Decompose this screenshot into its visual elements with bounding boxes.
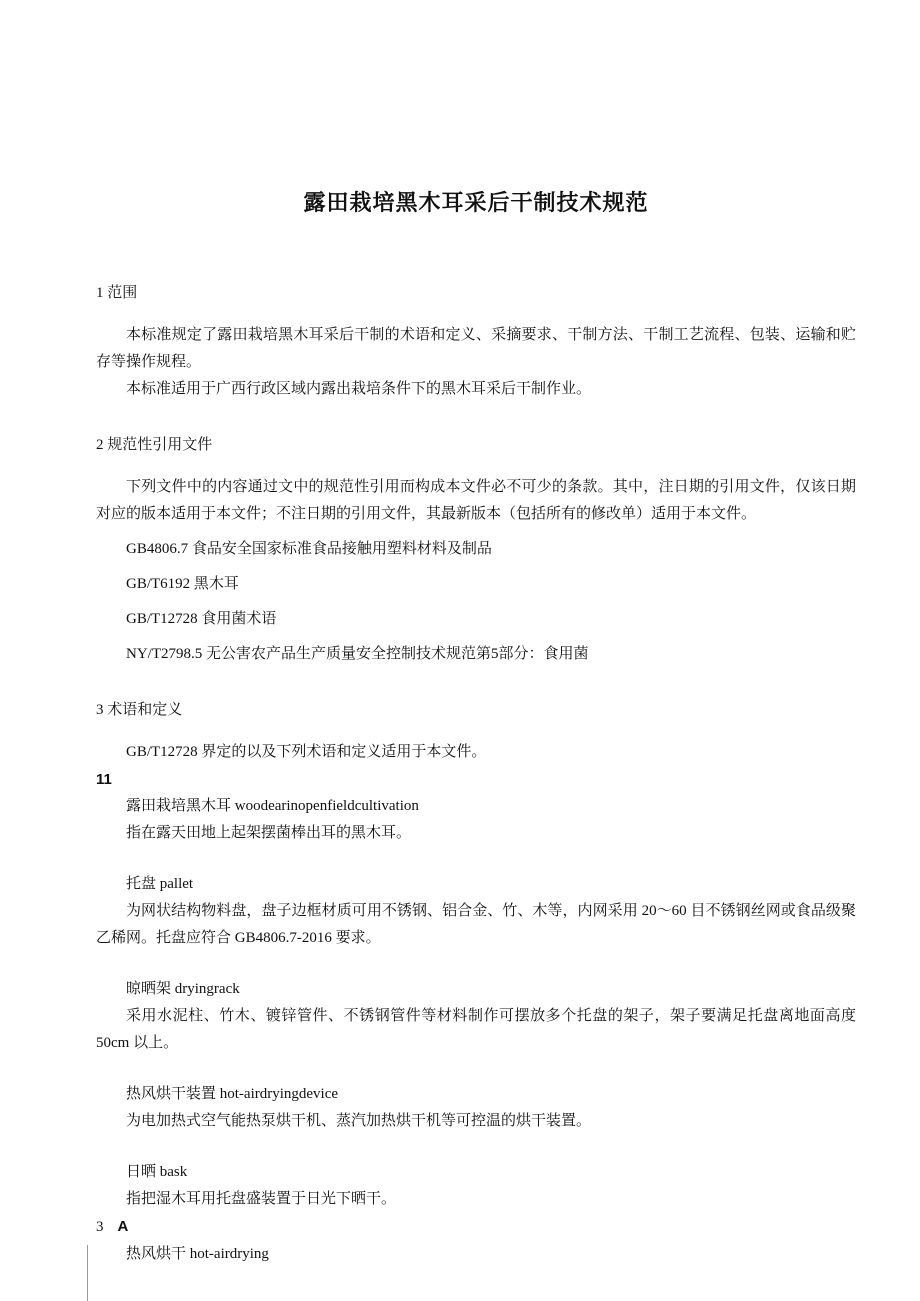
term-name: 露田栽培黑木耳 woodearinopenfieldcultivation <box>126 798 419 814</box>
clause-marker: 11 <box>96 771 112 788</box>
section-2-heading: 2 规范性引用文件 <box>96 437 213 453</box>
term-definition: 采用水泥柱、竹木、镀锌管件、不锈钢管件等材料制作可摆放多个托盘的架子，架子要满足托盘离地面高度 50cm 以上。 <box>96 1008 856 1051</box>
section-3-heading: 3 术语和定义 <box>96 702 183 718</box>
reference-item: GB/T12728 食用菌术语 <box>126 611 277 627</box>
term-definition: 为网状结构物料盘，盘子边框材质可用不锈钢、铝合金、竹、木等，内网采用 20～60 目不锈钢丝网或食品级聚乙稀网。托盘应符合 GB4806.7-2016 要求。 <box>96 903 856 946</box>
clause-footer-number: 3 <box>96 1219 104 1235</box>
term-entry <box>96 976 856 1057</box>
term-entry <box>96 871 856 952</box>
term-name: 晾晒架 dryingrack <box>126 981 240 997</box>
term-entry <box>96 1159 856 1213</box>
term-entry <box>96 1081 856 1135</box>
normative-references-intro: 下列文件中的内容通过文中的规范性引用而构成本文件必不可少的条款。其中，注日期的引用文件，仅该日期对应的版本适用于本文件；不注日期的引用文件，其最新版本（包括所有的修改单）适用于本文件。 <box>96 479 856 522</box>
clause-footer-line <box>96 1213 856 1241</box>
term-definition: 为电加热式空气能热泵烘干机、蒸汽加热烘干机等可控温的烘干装置。 <box>126 1113 592 1129</box>
term-name: 热风烘干装置 hot-airdryingdevice <box>126 1086 339 1102</box>
reference-item: GB4806.7 食品安全国家标准食品接触用塑料材料及制品 <box>126 541 492 557</box>
term-name: 日晒 bask <box>126 1164 188 1180</box>
scope-paragraph-2: 本标准适用于广西行政区域内露出栽培条件下的黑木耳采后干制作业。 <box>126 381 592 397</box>
terms-intro: GB/T12728 界定的以及下列术语和定义适用于本文件。 <box>126 744 487 760</box>
normative-references-list <box>96 536 856 668</box>
term-name-last: 热风烘干 hot-airdrying <box>126 1246 269 1262</box>
reference-item: GB/T6192 黑木耳 <box>126 576 239 592</box>
document-title: 露田栽培黑木耳采后干制技术规范 <box>303 190 649 215</box>
term-definition: 指在露天田地上起架摆菌棒出耳的黑木耳。 <box>126 825 412 841</box>
scope-paragraph-1: 本标准规定了露田栽培黑木耳采后干制的术语和定义、采摘要求、干制方法、干制工艺流程、包装、运输和贮存等操作规程。 <box>96 327 856 370</box>
clause-footer-letter: A <box>117 1218 129 1235</box>
section-1-heading: 1 范围 <box>96 285 138 301</box>
term-definition: 指把湿木耳用托盘盛装置于日光下晒干。 <box>126 1191 397 1207</box>
left-margin-mark <box>87 1245 88 1301</box>
reference-item: NY/T2798.5 无公害农产品生产质量安全控制技术规范第5部分：食用菌 <box>126 646 589 662</box>
term-name: 托盘 pallet <box>126 876 194 892</box>
term-entry <box>96 793 856 847</box>
